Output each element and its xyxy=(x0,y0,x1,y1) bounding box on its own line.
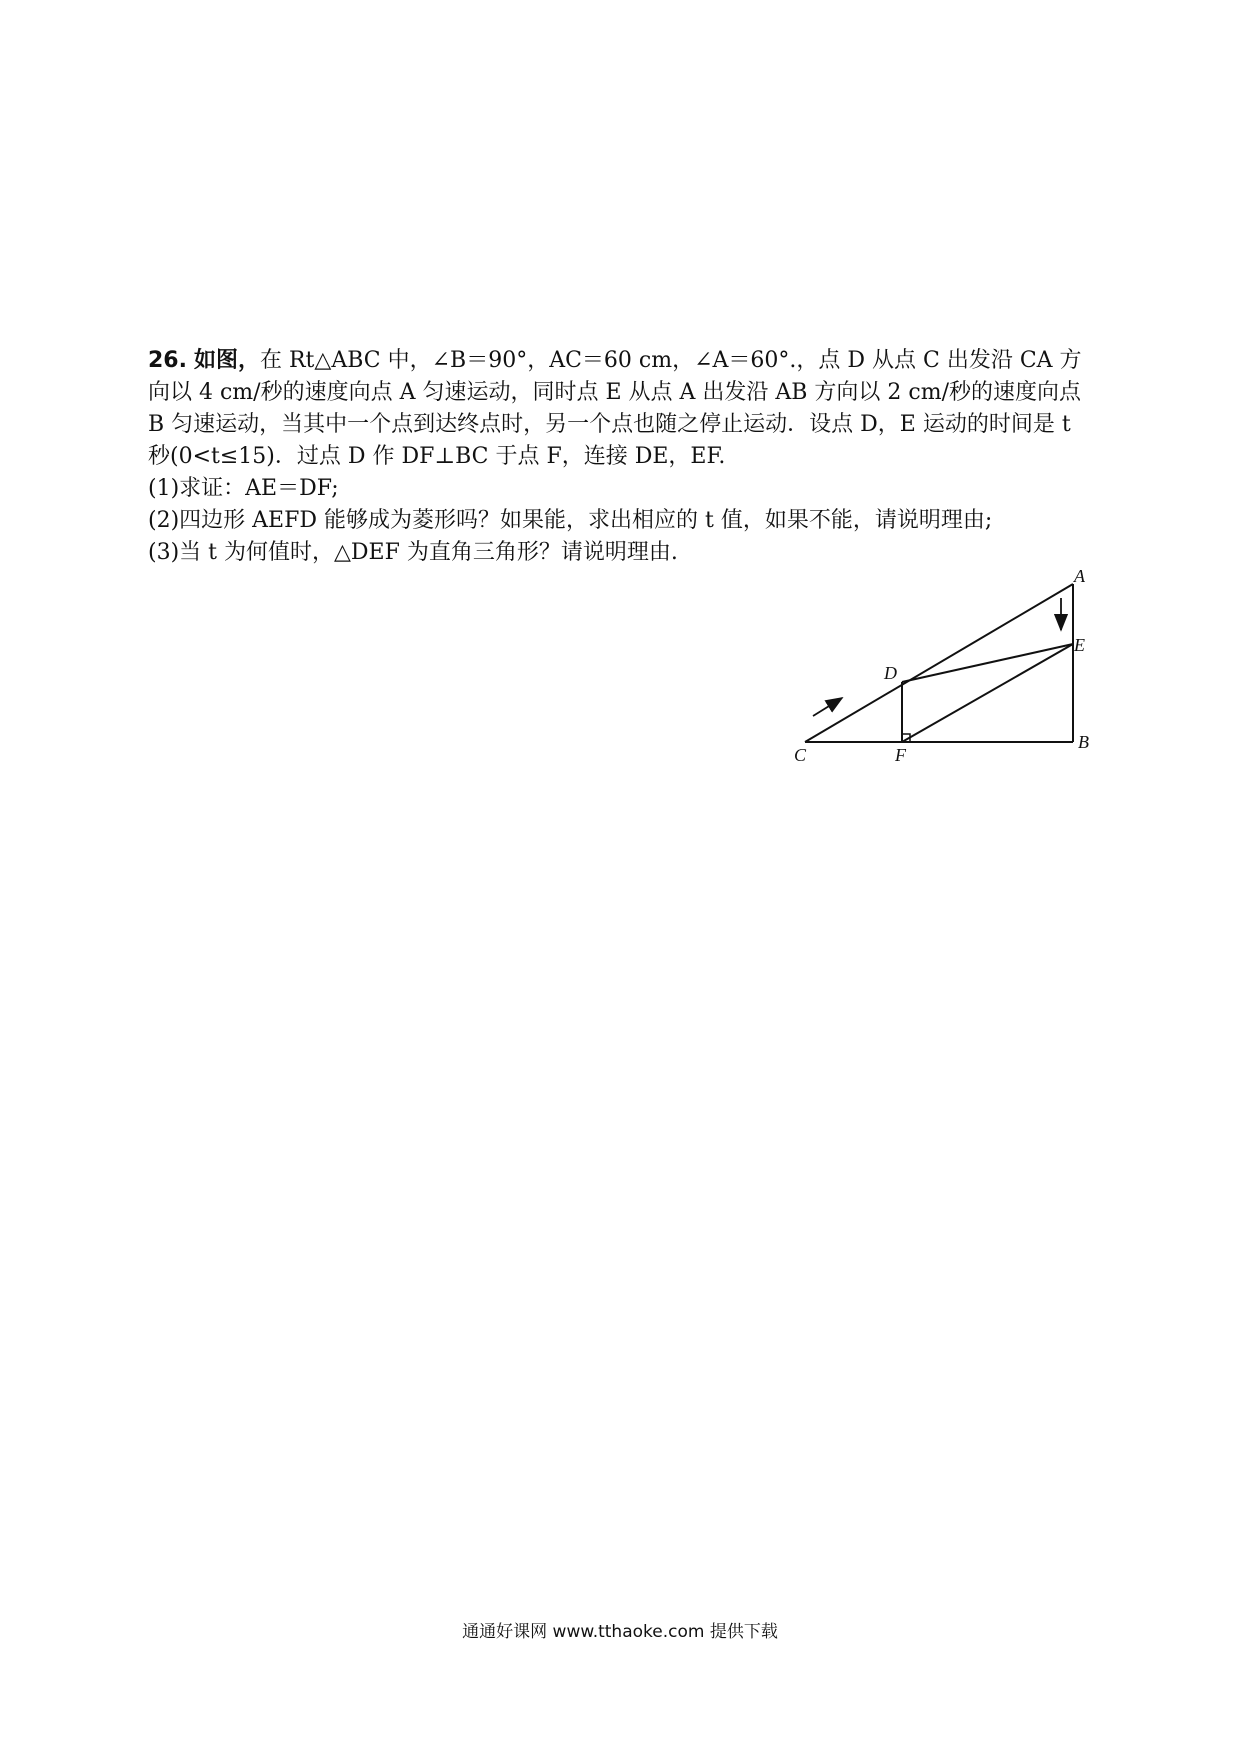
label-d: D xyxy=(884,663,897,683)
label-f: F xyxy=(895,745,906,765)
segment-ef xyxy=(902,644,1073,742)
problem-part-1: (1)求证：AE＝DF; xyxy=(148,476,339,501)
triangle-diagram xyxy=(780,568,1100,768)
label-b: B xyxy=(1078,732,1089,752)
problem-text: 在 Rt△ABC 中，∠B＝90°，AC＝60 cm，∠A＝60°.，点 D 从点 C 出发沿 CA 方向以 4 cm/秒的速度向点 A 匀速运动，同时点 E 从点 A 出发沿 AB 方向以 2 cm/秒的速度向点 B 匀速运动，当其中一个点到达终点时，另一个点也随之停止运动．设点 D，E 运动的时间是 t 秒(0<t≤15)．过点 D 作 DF⊥BC 于点 F，连接 DE，EF. xyxy=(148,348,1082,469)
label-e: E xyxy=(1074,635,1085,655)
label-c: C xyxy=(794,745,807,765)
page-footer: 通通好课网 www.tthaoke.com 提供下载 xyxy=(462,1622,778,1642)
problem-part-2: (2)四边形 AEFD 能够成为菱形吗？如果能，求出相应的 t 值，如果不能，请说明理由; xyxy=(148,508,993,533)
label-a: A xyxy=(1074,568,1085,586)
geometry-figure xyxy=(780,568,1100,768)
problem-block xyxy=(148,344,1098,569)
problem-lead: 如图， xyxy=(193,347,260,373)
segment-de xyxy=(902,644,1073,682)
problem-number: 26. xyxy=(148,348,187,373)
segment-ca xyxy=(805,584,1073,742)
problem-statement xyxy=(148,344,1098,473)
problem-part-3: (3)当 t 为何值时，△DEF 为直角三角形？请说明理由. xyxy=(148,540,678,565)
arrow-cd-direction xyxy=(813,698,842,716)
